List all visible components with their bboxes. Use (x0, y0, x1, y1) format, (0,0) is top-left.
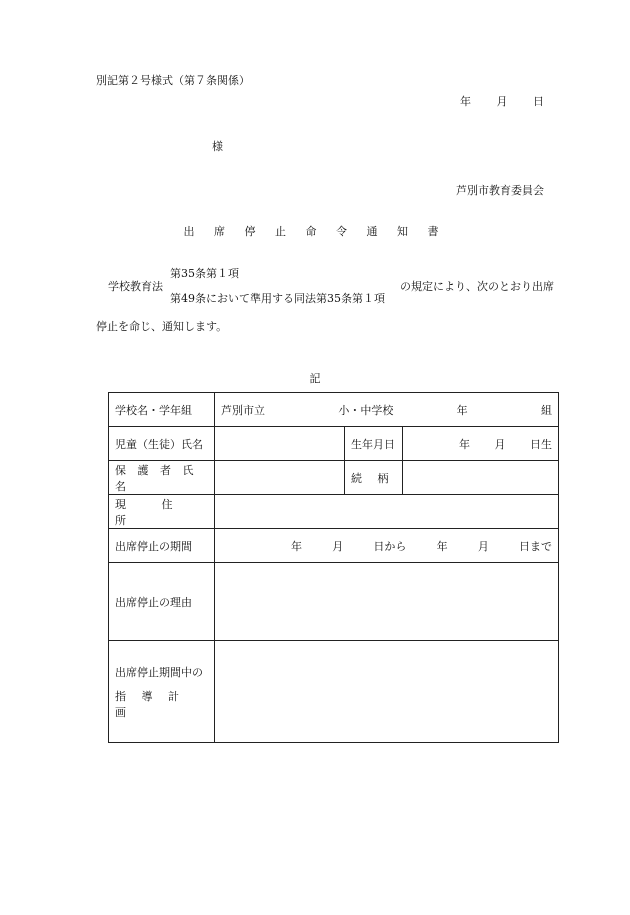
clause-option-2: 第49条において準用する同法第35条第１項 (170, 292, 385, 305)
class-unit: 組 (540, 403, 552, 417)
reason-field[interactable] (215, 563, 559, 641)
birth-month-unit: 月 (494, 437, 506, 451)
table-row (109, 641, 559, 743)
form-label: 別記第２号様式（第７条関係） (96, 74, 250, 87)
plan-field[interactable] (215, 641, 559, 743)
reason-label: 出席停止の理由 (109, 563, 215, 641)
period-from-day: 日から (373, 539, 407, 553)
body-text: の規定により、次のとおり出席 (400, 280, 554, 293)
issuer: 芦別市教育委員会 (456, 184, 544, 197)
grade-unit: 年 (456, 403, 468, 417)
birth-date-field[interactable] (403, 427, 559, 461)
plan-label-line2: 指 導 計 画 (115, 689, 185, 719)
birth-day-unit: 日生 (530, 437, 552, 451)
period-to-year: 年 (436, 539, 448, 553)
date-year: 年 (460, 95, 471, 108)
birth-label: 生年月日 (345, 427, 403, 461)
document-title: 出 席 停 止 命 令 通 知 書 (183, 225, 447, 238)
date-month: 月 (496, 95, 508, 108)
relation-field[interactable] (403, 461, 559, 495)
clause-option-1: 第35条第１項 (170, 267, 239, 280)
school-type: 小・中学校 (338, 403, 394, 417)
table-row (109, 427, 559, 461)
school-field[interactable] (215, 393, 559, 427)
details-table (108, 392, 559, 743)
body-text-continuation: 停止を命じ、通知します。 (96, 320, 228, 333)
period-label: 出席停止の期間 (109, 529, 215, 563)
table-row (109, 495, 559, 529)
law-name: 学校教育法 (108, 280, 163, 293)
table-row (109, 563, 559, 641)
address-field[interactable] (215, 495, 559, 529)
table-row (109, 393, 559, 427)
student-name-field[interactable] (215, 427, 345, 461)
period-to-month: 月 (477, 539, 489, 553)
school-city: 芦別市立 (221, 403, 265, 417)
date-line (438, 93, 544, 109)
ki-heading: 記 (309, 372, 321, 385)
plan-label-cell (109, 641, 215, 743)
guardian-name-field[interactable] (215, 461, 345, 495)
table-row (109, 529, 559, 563)
addressee-honorific: 様 (212, 140, 223, 153)
guardian-label: 保 護 者 氏 名 (109, 461, 215, 495)
period-field[interactable] (215, 529, 559, 563)
period-from-year: 年 (291, 539, 302, 553)
period-from-month: 月 (332, 539, 344, 553)
relation-label: 続 柄 (345, 461, 403, 495)
date-day: 日 (533, 95, 544, 108)
period-to-day: 日まで (519, 539, 553, 553)
address-label: 現 住 所 (109, 495, 215, 529)
student-label: 児童（生徒）氏名 (109, 427, 215, 461)
table-row (109, 461, 559, 495)
plan-label-line1: 出席停止期間中の (115, 665, 203, 679)
school-label-cell (109, 393, 215, 427)
birth-year-unit: 年 (459, 437, 470, 451)
school-label: 学校名・学年組 (115, 403, 192, 417)
